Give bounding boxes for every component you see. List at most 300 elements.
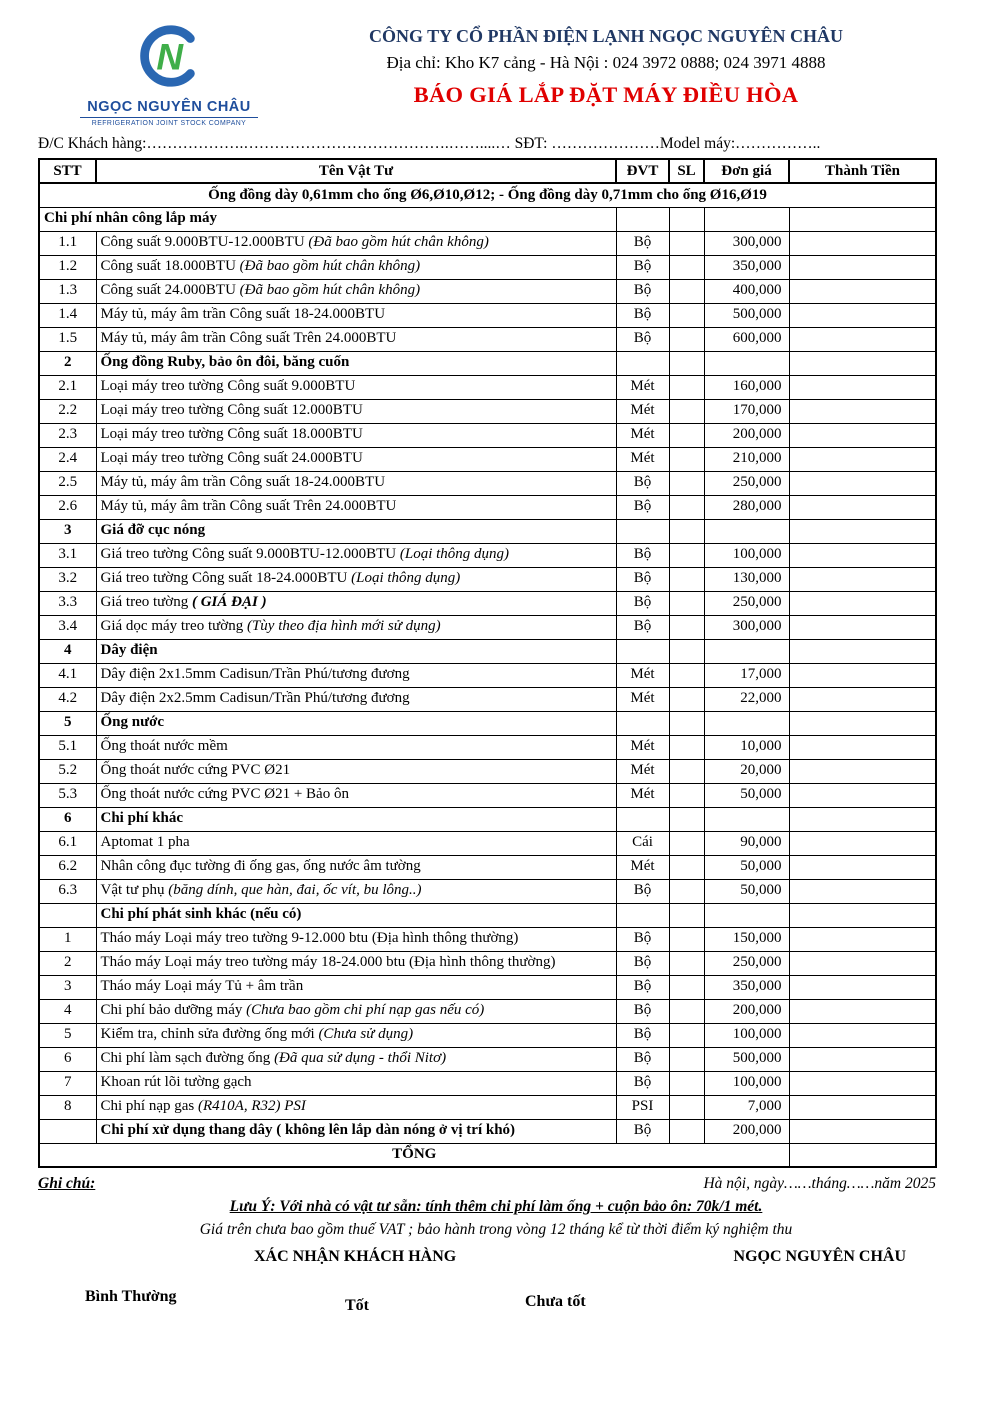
item-row: [39, 687, 936, 711]
item-name-cell: [96, 423, 616, 447]
dvt-cell: [616, 351, 669, 375]
amount-cell: [789, 567, 936, 591]
text-segment: Ống thoát nước cứng PVC Ø21 + Bảo ôn: [100, 786, 349, 803]
item-name-cell: [96, 1071, 616, 1095]
sl-cell: [669, 567, 704, 591]
quote-table-body: [39, 183, 936, 1167]
col-header-material: Tên Vật Tư: [96, 159, 616, 183]
item-name-cell: [96, 567, 616, 591]
date-line: Hà nội, ngày……tháng……năm 2025: [703, 1175, 936, 1192]
price-cell: 300,000: [704, 231, 789, 255]
item-name-cell: [96, 1023, 616, 1047]
item-row: [39, 1095, 936, 1119]
section-row: [39, 903, 936, 927]
section-title: [96, 351, 616, 375]
amount-cell: [789, 711, 936, 735]
price-cell: [704, 711, 789, 735]
sl-cell: [669, 447, 704, 471]
amount-cell: [789, 279, 936, 303]
text-segment: (Chưa bao gồm chi phí nạp gas nếu có): [246, 1002, 485, 1019]
text-segment: Dây điện: [100, 642, 158, 659]
item-name-cell: [96, 327, 616, 351]
sl-cell: [669, 951, 704, 975]
item-row: [39, 927, 936, 951]
amount-cell: [789, 1071, 936, 1095]
stt-cell: 1.2: [39, 255, 96, 279]
amount-cell: [789, 519, 936, 543]
dvt-cell: Bộ: [616, 927, 669, 951]
section-row: [39, 207, 936, 231]
price-cell: 50,000: [704, 879, 789, 903]
item-row: [39, 831, 936, 855]
header-text-block: [258, 20, 954, 108]
item-row: [39, 399, 936, 423]
stt-cell: 2.5: [39, 471, 96, 495]
amount-cell: [789, 303, 936, 327]
customer-label: Đ/C Khách hàng:: [38, 135, 147, 152]
item-name-cell: [96, 927, 616, 951]
stt-cell: 3.1: [39, 543, 96, 567]
price-cell: 250,000: [704, 471, 789, 495]
text-segment: ( GIÁ ĐẠI ): [191, 594, 267, 611]
text-segment: (Tùy theo địa hình mới sử dụng): [246, 618, 441, 635]
item-row: [39, 591, 936, 615]
item-row: [39, 375, 936, 399]
text-segment: (Loại thông dụng): [351, 570, 461, 587]
stt-cell: 5.1: [39, 735, 96, 759]
text-segment: Nhân công đục tường đi ống gas, ống nước âm tường: [100, 858, 421, 875]
notes-label: Ghi chú:: [38, 1175, 96, 1192]
sl-cell: [669, 495, 704, 519]
amount-cell: [789, 207, 936, 231]
price-cell: [704, 351, 789, 375]
text-segment: Dây điện 2x1.5mm Cadisun/Trần Phú/tương đương: [100, 666, 410, 683]
price-cell: 17,000: [704, 663, 789, 687]
company-address: Địa chỉ: Kho K7 cảng - Hà Nội : 024 3972 0888; 024 3971 4888: [386, 53, 826, 72]
dvt-cell: Bộ: [616, 591, 669, 615]
stt-cell: 3.4: [39, 615, 96, 639]
item-row: [39, 495, 936, 519]
amount-cell: [789, 1023, 936, 1047]
text-segment: (Đã bao gồm hút chân không): [308, 234, 489, 251]
item-row: [39, 1047, 936, 1071]
amount-cell: [789, 927, 936, 951]
text-segment: (Chưa sử dụng): [318, 1026, 414, 1043]
stt-cell: 6: [39, 1047, 96, 1071]
price-cell: 20,000: [704, 759, 789, 783]
text-segment: Aptomat 1 pha: [100, 834, 190, 851]
sl-cell: [669, 1071, 704, 1095]
item-name-cell: [96, 231, 616, 255]
stt-cell: 6.2: [39, 855, 96, 879]
stt-cell: 6.3: [39, 879, 96, 903]
amount-cell: [789, 399, 936, 423]
document-header: [38, 20, 954, 127]
text-segment: Loại máy treo tường Công suất 24.000BTU: [100, 450, 363, 467]
price-cell: 22,000: [704, 687, 789, 711]
item-row: [39, 855, 936, 879]
sl-cell: [669, 519, 704, 543]
customer-dots: ……………….………………………………….……....…: [146, 135, 511, 152]
price-cell: 250,000: [704, 951, 789, 975]
price-cell: 600,000: [704, 327, 789, 351]
amount-cell: [789, 495, 936, 519]
section-title: [96, 903, 616, 927]
text-segment: Ống thoát nước mềm: [100, 738, 228, 755]
dvt-cell: Mét: [616, 375, 669, 399]
text-segment: Máy tủ, máy âm trần Công suất Trên 24.000BTU: [100, 330, 397, 347]
dvt-cell: Cái: [616, 831, 669, 855]
dvt-cell: Bộ: [616, 567, 669, 591]
item-name-cell: [96, 855, 616, 879]
notes-row: [38, 1175, 954, 1193]
item-name-cell: [96, 735, 616, 759]
stt-cell: 1.4: [39, 303, 96, 327]
item-row: [39, 663, 936, 687]
price-cell: 130,000: [704, 567, 789, 591]
text-segment: Công suất 24.000BTU: [100, 282, 240, 299]
amount-cell: [789, 591, 936, 615]
section-title: [96, 711, 616, 735]
col-header-stt: STT: [39, 159, 96, 183]
price-table-header: [39, 159, 936, 183]
dvt-cell: Bộ: [616, 1047, 669, 1071]
text-segment: Chi phí bảo dưỡng máy: [100, 1002, 247, 1019]
price-cell: 500,000: [704, 1047, 789, 1071]
dvt-cell: Bộ: [616, 255, 669, 279]
dvt-cell: Mét: [616, 687, 669, 711]
item-name-cell: [96, 303, 616, 327]
logo-company-name: NGỌC NGUYÊN CHÂU: [87, 99, 251, 115]
amount-cell: [789, 999, 936, 1023]
price-cell: [704, 903, 789, 927]
amount-cell: [789, 831, 936, 855]
item-row: [39, 447, 936, 471]
text-segment: Giá treo tường Công suất 9.000BTU-12.000BTU: [100, 546, 400, 563]
amount-cell: [789, 975, 936, 999]
sl-cell: [669, 927, 704, 951]
company-logo-icon: [133, 22, 205, 92]
item-name-cell: [96, 399, 616, 423]
text-segment: Ống đồng Ruby, bảo ôn đôi, băng cuốn: [100, 354, 350, 371]
stt-cell: 2.4: [39, 447, 96, 471]
text-segment: Giá treo tường: [100, 594, 192, 611]
amount-cell: [789, 1119, 936, 1143]
item-row: [39, 951, 936, 975]
dvt-cell: [616, 519, 669, 543]
text-segment: Chi phí nhân công lắp máy: [44, 210, 217, 227]
item-name-cell: [96, 879, 616, 903]
rating-normal: Bình Thường: [85, 1288, 177, 1305]
item-name-cell: [96, 951, 616, 975]
price-cell: 210,000: [704, 447, 789, 471]
price-cell: 90,000: [704, 831, 789, 855]
text-segment: Tháo máy Loại máy Tủ + âm trần: [100, 978, 304, 995]
item-row: [39, 471, 936, 495]
text-segment: (Đã bao gồm hút chân không): [239, 282, 421, 299]
sl-cell: [669, 399, 704, 423]
amount-cell: [789, 783, 936, 807]
text-segment: Chi phí phát sinh khác (nếu có): [100, 906, 302, 923]
sl-cell: [669, 975, 704, 999]
document-title: BÁO GIÁ LẮP ĐẶT MÁY ĐIỀU HÒA: [413, 82, 799, 107]
section-title: [39, 207, 616, 231]
item-row: [39, 615, 936, 639]
stt-cell: 3: [39, 975, 96, 999]
dvt-cell: Bộ: [616, 975, 669, 999]
stt-cell: 5.3: [39, 783, 96, 807]
stt-cell: 5: [39, 1023, 96, 1047]
sl-cell: [669, 207, 704, 231]
stt-cell: 2: [39, 351, 96, 375]
text-segment: Loại máy treo tường Công suất 18.000BTU: [100, 426, 363, 443]
price-table: [38, 158, 937, 1168]
stt-cell: 6.1: [39, 831, 96, 855]
price-cell: [704, 639, 789, 663]
company-signature-label: NGỌC NGUYÊN CHÂU: [733, 1248, 906, 1265]
text-segment: (Đã qua sử dụng - thổi Nitơ): [274, 1050, 447, 1067]
amount-cell: [789, 1095, 936, 1119]
price-cell: 500,000: [704, 303, 789, 327]
item-row: [39, 1071, 936, 1095]
attention-note: Lưu Ý: Với nhà có vật tư sẵn: tính thêm chi phí làm ống + cuộn bảo ôn: 70k/1 mét.: [229, 1198, 763, 1215]
dvt-cell: Mét: [616, 759, 669, 783]
price-cell: 170,000: [704, 399, 789, 423]
dvt-cell: Mét: [616, 663, 669, 687]
dvt-cell: Mét: [616, 783, 669, 807]
amount-cell: [789, 951, 936, 975]
stt-cell: 2: [39, 951, 96, 975]
amount-cell: [789, 351, 936, 375]
sl-cell: [669, 735, 704, 759]
sl-cell: [669, 231, 704, 255]
text-segment: Giá treo tường Công suất 18-24.000BTU: [100, 570, 352, 587]
stt-cell: 2.2: [39, 399, 96, 423]
amount-cell: [789, 759, 936, 783]
text-segment: Máy tủ, máy âm trần Công suất 18-24.000BTU: [100, 474, 386, 491]
item-row: [39, 423, 936, 447]
item-name-cell: [96, 279, 616, 303]
item-row: [39, 303, 936, 327]
dvt-cell: Bộ: [616, 951, 669, 975]
text-segment: Máy tủ, máy âm trần Công suất 18-24.000BTU: [100, 306, 386, 323]
sl-cell: [669, 351, 704, 375]
section-row: [39, 807, 936, 831]
amount-cell: [789, 471, 936, 495]
dvt-cell: Bộ: [616, 1023, 669, 1047]
rating-bad: Chưa tốt: [525, 1293, 586, 1310]
text-segment: Vật tư phụ: [100, 882, 169, 899]
stt-cell: 2.3: [39, 423, 96, 447]
price-cell: 100,000: [704, 1071, 789, 1095]
item-row: [39, 1023, 936, 1047]
col-header-unit: ĐVT: [616, 159, 669, 183]
item-row: [39, 567, 936, 591]
col-header-qty: SL: [669, 159, 704, 183]
text-segment: Công suất 9.000BTU-12.000BTU: [100, 234, 309, 251]
dvt-cell: [616, 711, 669, 735]
total-label: TỔNG: [39, 1143, 789, 1167]
section-title: [96, 807, 616, 831]
rating-good: Tốt: [345, 1297, 369, 1314]
model-label: Model máy:: [659, 135, 736, 152]
dvt-cell: Mét: [616, 399, 669, 423]
price-cell: 350,000: [704, 975, 789, 999]
item-name-cell: [96, 255, 616, 279]
item-name-cell: [96, 783, 616, 807]
sl-cell: [669, 375, 704, 399]
text-segment: Chi phí khác: [100, 810, 184, 827]
stt-cell: 8: [39, 1095, 96, 1119]
stt-cell: 5: [39, 711, 96, 735]
company-name: CÔNG TY CỔ PHẦN ĐIỆN LẠNH NGỌC NGUYÊN CHÂU: [368, 26, 844, 46]
sl-cell: [669, 591, 704, 615]
total-row: [39, 1143, 936, 1167]
price-cell: 10,000: [704, 735, 789, 759]
item-row: [39, 231, 936, 255]
dvt-cell: PSI: [616, 1095, 669, 1119]
company-logo: [80, 20, 258, 127]
amount-cell: [789, 735, 936, 759]
sl-cell: [669, 687, 704, 711]
price-cell: 100,000: [704, 1023, 789, 1047]
dvt-cell: Bộ: [616, 471, 669, 495]
item-name-cell: [96, 591, 616, 615]
section-row: [39, 711, 936, 735]
text-segment: Giá dọc máy treo tường: [100, 618, 247, 635]
stt-cell: [39, 1119, 96, 1143]
sl-cell: [669, 327, 704, 351]
item-name-cell: [96, 1047, 616, 1071]
amount-cell: [789, 879, 936, 903]
dvt-cell: [616, 807, 669, 831]
item-name-cell: [96, 663, 616, 687]
dvt-cell: Bộ: [616, 1119, 669, 1143]
customer-signature-label: XÁC NHẬN KHÁCH HÀNG: [254, 1248, 457, 1265]
item-name-cell: [96, 1119, 616, 1143]
amount-cell: [789, 423, 936, 447]
text-segment: Ống thoát nước cứng PVC Ø21: [100, 762, 291, 779]
amount-cell: [789, 255, 936, 279]
dvt-cell: Bộ: [616, 327, 669, 351]
section-title: [96, 639, 616, 663]
stt-cell: 3.2: [39, 567, 96, 591]
section-row: [39, 351, 936, 375]
dvt-cell: Mét: [616, 735, 669, 759]
stt-cell: 1.1: [39, 231, 96, 255]
price-cell: 400,000: [704, 279, 789, 303]
item-row: [39, 327, 936, 351]
sl-cell: [669, 759, 704, 783]
col-header-amount: Thành Tiền: [789, 159, 936, 183]
sl-cell: [669, 711, 704, 735]
amount-cell: [789, 807, 936, 831]
item-name-cell: [96, 615, 616, 639]
text-segment: Loại máy treo tường Công suất 12.000BTU: [100, 402, 363, 419]
item-name-cell: [96, 543, 616, 567]
sl-cell: [669, 855, 704, 879]
amount-cell: [789, 903, 936, 927]
customer-info-line: [38, 135, 954, 153]
svg-text:N: N: [156, 36, 184, 78]
stt-cell: 5.2: [39, 759, 96, 783]
stt-cell: 3.3: [39, 591, 96, 615]
item-name-cell: [96, 1095, 616, 1119]
model-dots: ……………..: [735, 135, 821, 152]
text-segment: (băng dính, que hàn, đai, ốc vít, bu lông..): [168, 882, 422, 899]
amount-cell: [789, 663, 936, 687]
item-row: [39, 783, 936, 807]
item-name-cell: [96, 975, 616, 999]
sl-cell: [669, 1119, 704, 1143]
price-cell: 150,000: [704, 927, 789, 951]
amount-cell: [789, 231, 936, 255]
stt-cell: 4: [39, 639, 96, 663]
logo-company-subtitle: REFRIGERATION JOINT STOCK COMPANY: [80, 117, 258, 127]
text-segment: Dây điện 2x2.5mm Cadisun/Trần Phú/tương đương: [100, 690, 410, 707]
rating-options: [38, 1288, 954, 1348]
sl-cell: [669, 639, 704, 663]
phone-label: SĐT:: [510, 135, 552, 152]
text-segment: Chi phí làm sạch đường ống: [100, 1050, 275, 1067]
document-footer: [38, 1175, 954, 1348]
amount-cell: [789, 1047, 936, 1071]
text-segment: Tháo máy Loại máy treo tường 9-12.000 btu (Địa hình thông thường): [100, 930, 519, 947]
item-row: [39, 1119, 936, 1143]
stt-cell: 4.2: [39, 687, 96, 711]
item-row: [39, 999, 936, 1023]
text-segment: Giá đỡ cục nóng: [100, 522, 206, 539]
dvt-cell: Bộ: [616, 999, 669, 1023]
dvt-cell: Bộ: [616, 495, 669, 519]
dvt-cell: Bộ: [616, 615, 669, 639]
price-cell: 200,000: [704, 423, 789, 447]
item-row: [39, 879, 936, 903]
price-cell: 250,000: [704, 591, 789, 615]
amount-cell: [789, 687, 936, 711]
stt-cell: [39, 903, 96, 927]
text-segment: (Đã bao gồm hút chân không): [239, 258, 421, 275]
price-cell: 280,000: [704, 495, 789, 519]
sl-cell: [669, 903, 704, 927]
text-segment: Máy tủ, máy âm trần Công suất Trên 24.000BTU: [100, 498, 397, 515]
sl-cell: [669, 879, 704, 903]
dvt-cell: Bộ: [616, 879, 669, 903]
dvt-cell: Mét: [616, 423, 669, 447]
amount-cell: [789, 327, 936, 351]
stt-cell: 3: [39, 519, 96, 543]
text-segment: Tháo máy Loại máy treo tường máy 18-24.000 btu (Địa hình thông thường): [100, 954, 556, 971]
price-cell: 300,000: [704, 615, 789, 639]
price-cell: 100,000: [704, 543, 789, 567]
stt-cell: 2.6: [39, 495, 96, 519]
dvt-cell: Bộ: [616, 231, 669, 255]
sl-cell: [669, 279, 704, 303]
item-name-cell: [96, 471, 616, 495]
item-row: [39, 975, 936, 999]
sl-cell: [669, 423, 704, 447]
sl-cell: [669, 831, 704, 855]
amount-cell: [789, 855, 936, 879]
dvt-cell: Bộ: [616, 1071, 669, 1095]
stt-cell: 1: [39, 927, 96, 951]
dvt-cell: [616, 207, 669, 231]
text-segment: Loại máy treo tường Công suất 9.000BTU: [100, 378, 356, 395]
signature-row: [38, 1248, 954, 1266]
dvt-cell: [616, 903, 669, 927]
text-segment: Khoan rút lõi tường gạch: [100, 1074, 252, 1091]
text-segment: (R410A, R32) PSI: [198, 1098, 306, 1115]
